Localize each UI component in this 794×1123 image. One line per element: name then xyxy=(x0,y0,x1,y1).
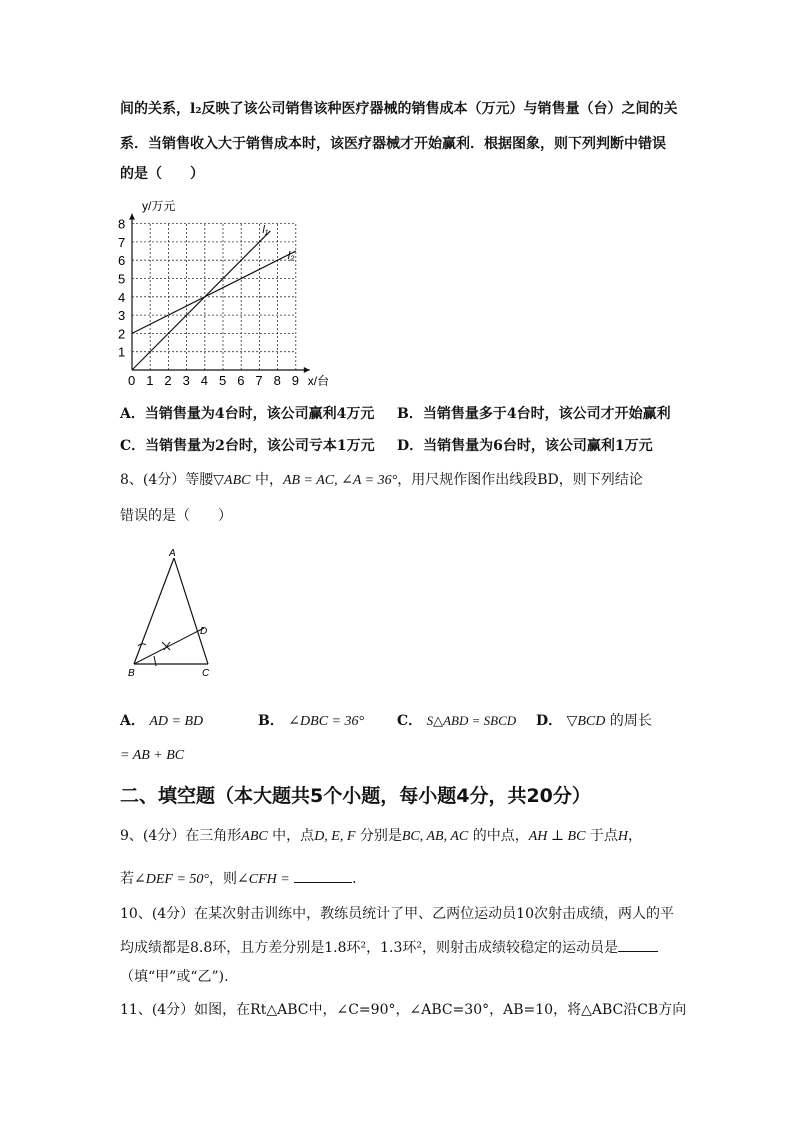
q8-option-d-letter: D． xyxy=(536,713,563,729)
x-tick-label: 8 xyxy=(273,373,281,388)
q8-stem-line-2: 错误的是（ ） xyxy=(120,508,232,524)
q8-option-d-math: ▽BCD xyxy=(566,714,606,729)
y-tick-label: 7 xyxy=(118,234,126,250)
series-line-l2 xyxy=(132,251,296,333)
q8-option-b xyxy=(258,711,364,732)
q8-mid: 中， xyxy=(250,472,283,488)
q9-text-3: 分别是 xyxy=(355,828,402,844)
x-tick-label: 3 xyxy=(182,373,190,388)
x-axis-label: x/台 xyxy=(307,374,330,388)
y-tick-label: 8 xyxy=(118,216,126,232)
q9-math-4: AH ⊥ BC xyxy=(528,829,586,844)
label-d: D xyxy=(200,626,208,637)
section-heading: 二、填空题（本大题共5个小题，每小题4分，共20分） xyxy=(120,785,591,807)
q9-math-1: ABC xyxy=(241,829,268,844)
q10-line-3: （填“甲”或“乙”). xyxy=(120,969,229,985)
q7-option-b: B．当销售量多于4台时，该公司才开始赢利 xyxy=(397,406,671,422)
y-tick-label: 2 xyxy=(118,326,126,342)
q10-answer-blank[interactable] xyxy=(618,937,658,952)
q9-text-9: ． xyxy=(352,871,367,887)
q8-option-d xyxy=(536,711,652,732)
series-label-l1: l₁ xyxy=(262,223,269,236)
q8-option-c-letter: C． xyxy=(397,713,423,729)
y-tick-label: 5 xyxy=(118,271,126,287)
x-tick-label: 0 xyxy=(128,373,136,388)
q9-text-1: 9、(4分）在三角形 xyxy=(120,828,242,844)
q8-prefix: 8、(4分）等腰 xyxy=(120,472,214,488)
q9-text-7: 若 xyxy=(120,871,134,887)
q9-line-1 xyxy=(120,826,642,847)
arc-mark-ab xyxy=(138,644,146,646)
q10-line-1: 10、(4分）在某次射击训练中，教练员统计了甲、乙两位运动员10次射击成绩，两人的平 xyxy=(120,906,674,922)
q9-text-5: 于点 xyxy=(585,828,618,844)
x-tick-label: 5 xyxy=(219,373,227,388)
q8-option-d-text: 的周长 xyxy=(605,713,652,729)
x-tick-label: 7 xyxy=(255,373,263,388)
q8-option-b-letter: B． xyxy=(258,713,284,729)
y-tick-label: 3 xyxy=(118,308,126,324)
q9-line-2 xyxy=(120,868,366,890)
q8-option-c xyxy=(397,711,516,731)
q9-text-2: 中，点 xyxy=(267,828,315,844)
q7-intro-line-1: 间的关系，l₂反映了该公司销售该种医疗器械的销售成本（万元）与销售量（台）之间的关 xyxy=(120,101,678,117)
x-tick-label: 6 xyxy=(237,373,245,388)
label-a: A xyxy=(169,548,176,559)
x-tick-label: 2 xyxy=(164,373,172,388)
label-b: B xyxy=(128,668,135,679)
q9-text-8: ，则 xyxy=(209,871,237,887)
label-c: C xyxy=(202,668,210,679)
q9-math-5: H xyxy=(617,829,628,844)
q8-condition: AB = AC, ∠A = 36° xyxy=(282,473,398,488)
sales-chart xyxy=(112,196,342,392)
y-axis-arrow xyxy=(129,214,135,220)
q7-intro-line-2: 系．当销售收入大于销售成本时，该医疗器械才开始赢利．根据图象，则下列判断中错误 xyxy=(120,136,666,152)
q9-text-6: ， xyxy=(628,828,642,844)
q9-math-2: D, E, F xyxy=(314,829,356,844)
y-tick-label: 6 xyxy=(118,253,126,269)
q8-option-a-math: AD = BD xyxy=(149,714,204,729)
q8-option-a xyxy=(120,711,203,732)
q8-option-b-math: ∠DBC = 36° xyxy=(288,714,365,729)
q9-math-3: BC, AB, AC xyxy=(401,829,469,844)
q9-text-4: 的中点， xyxy=(468,828,529,844)
x-axis-arrow xyxy=(304,367,310,373)
q8-suffix: ，用尺规作图作出线段BD，则下列结论 xyxy=(397,472,643,488)
triangle-figure xyxy=(124,546,224,681)
q8-option-c-math: S△ABD = SBCD xyxy=(426,713,517,728)
q9-math-6: ∠DEF = 50° xyxy=(134,872,209,887)
q8-triangle: ▽ABC xyxy=(213,473,251,488)
q10-text: 均成绩都是8.8环，且方差分别是1.8环²，1.3环²，则射击成绩较稳定的运动员是 xyxy=(120,940,619,956)
q7-option-a: A．当销售量为4台时，该公司赢利4万元 xyxy=(120,406,375,422)
q7-option-c: C．当销售量为2台时，该公司亏本1万元 xyxy=(120,438,375,454)
y-axis-label: y/万元 xyxy=(142,199,176,213)
q8-option-d-line-2: = AB + BC xyxy=(120,748,185,763)
q9-answer-blank[interactable] xyxy=(294,868,352,883)
q10-line-2 xyxy=(120,937,658,958)
x-tick-label: 9 xyxy=(291,373,300,388)
series-line-l1 xyxy=(132,231,270,370)
q8-option-a-letter: A． xyxy=(120,713,145,729)
q7-intro-line-3: 的是（ ） xyxy=(120,166,204,182)
side-ac xyxy=(174,558,208,664)
y-tick-label: 1 xyxy=(118,344,126,360)
x-tick-label: 4 xyxy=(200,373,209,388)
y-tick-label: 4 xyxy=(118,289,126,305)
x-tick-label: 1 xyxy=(146,373,154,388)
q11-line-1: 11、(4分）如图，在Rt△ABC中，∠C=90°，∠ABC=30°，AB=10，将△ABC沿CB方向 xyxy=(120,1002,687,1018)
q8-stem-line-1 xyxy=(120,470,643,491)
q7-option-d: D．当销售量为6台时，该公司赢利1万元 xyxy=(397,438,653,454)
segment-bd xyxy=(134,628,204,664)
series-label-l2: l₂ xyxy=(287,250,295,263)
q9-math-7: ∠CFH = xyxy=(237,872,290,887)
